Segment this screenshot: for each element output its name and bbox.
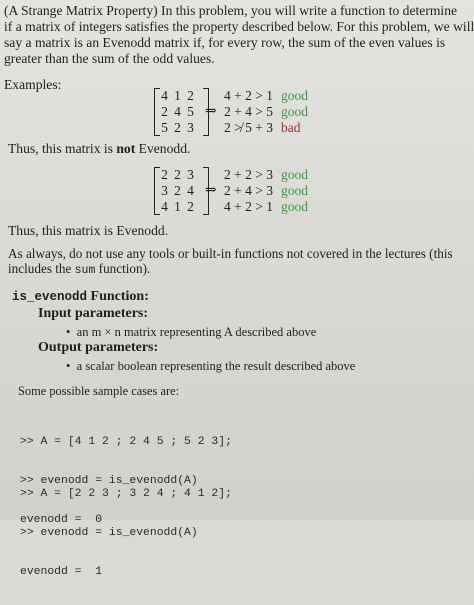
left-bracket [154, 88, 160, 136]
check-row: 2 + 2 > 3 good [224, 167, 308, 182]
example1-matrix [154, 88, 209, 136]
intro-line-2: if a matrix of integers satisfies the property described below. For this problem, we will [4, 19, 474, 34]
function-heading: is_evenodd Function: [12, 289, 149, 304]
example2-conclusion: Thus, this matrix is Evenodd. [8, 223, 169, 238]
left-bracket [154, 167, 160, 215]
matrix-row: 4 1 2 [161, 199, 194, 214]
matrix-row: 3 2 4 [161, 183, 194, 198]
check-row: 4 + 2 > 1 good [224, 88, 308, 103]
intro-line-4: greater than the sum of the odd values. [4, 51, 215, 66]
intro-line-1: (A Strange Matrix Property) In this problem, you will write a function to determine [4, 3, 458, 18]
rules-line-1: As always, do not use any tools or built-in functions not covered in the lectures (this [8, 246, 453, 261]
example2-matrix [154, 167, 209, 215]
implies-arrow: ⇒ [205, 104, 217, 119]
intro-line-3: say a matrix is an Evenodd matrix if, for every row, the sum of the even values is [4, 35, 446, 50]
rules-line-2: includes the sum function). [8, 261, 151, 277]
output-parameter-item: • a scalar boolean representing the result described above [66, 359, 356, 373]
examples-label: Examples: [4, 77, 62, 92]
implies-arrow: ⇒ [205, 183, 217, 198]
code-line: >> A = [2 2 3 ; 3 2 4 ; 4 1 2]; [20, 488, 232, 500]
code-line: evenodd = 0 [20, 514, 103, 526]
check-row: 2 ≯ 5 + 3 bad [224, 120, 301, 135]
check-row: 4 + 2 > 1 good [224, 199, 308, 214]
check-row: 2 + 4 > 5 good [224, 104, 308, 119]
matrix-row: 5 2 3 [161, 120, 194, 135]
input-parameters-heading: Input parameters: [38, 306, 149, 321]
example1-checks [224, 88, 308, 136]
matrix-row: 2 4 5 [161, 104, 194, 119]
code-line: evenodd = 1 [20, 566, 103, 578]
code-line: >> evenodd = is_evenodd(A) [20, 475, 198, 487]
code-line: >> A = [4 1 2 ; 2 4 5 ; 5 2 3]; [20, 436, 232, 448]
example2-checks [224, 167, 308, 215]
sample-case-2 [20, 462, 232, 605]
code-line: >> evenodd = is_evenodd(A) [20, 527, 198, 539]
matrix-row: 4 1 2 [161, 88, 194, 103]
output-parameters-heading: Output parameters: [38, 340, 159, 355]
example1-conclusion: Thus, this matrix is not Evenodd. [8, 141, 191, 156]
samples-label: Some possible sample cases are: [18, 384, 180, 398]
input-parameter-item: • an m × n matrix representing A described above [66, 325, 317, 339]
matrix-row: 2 2 3 [161, 167, 194, 182]
check-row: 2 + 4 > 3 good [224, 183, 308, 198]
